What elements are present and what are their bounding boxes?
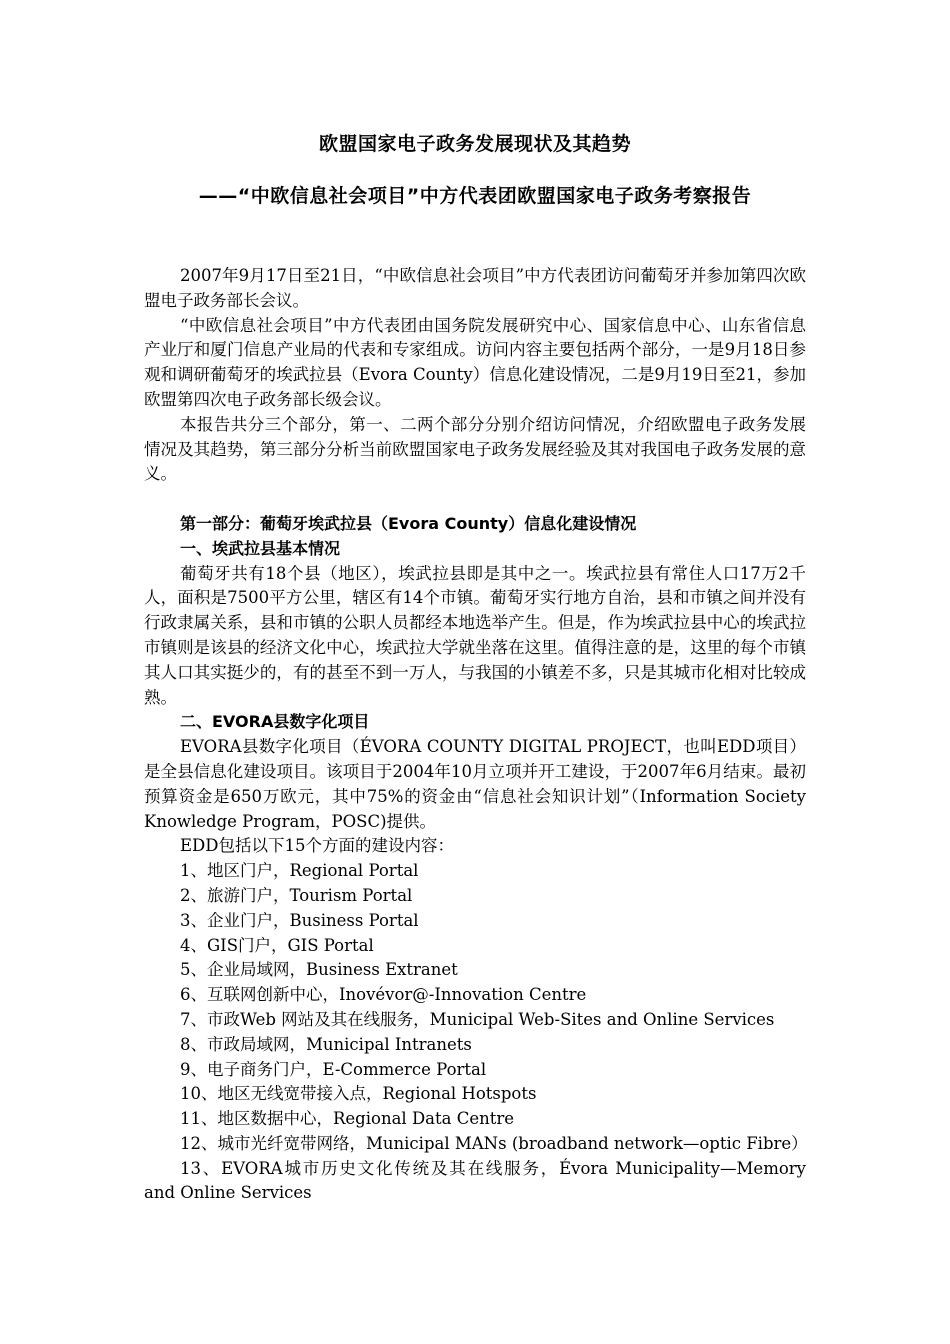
part1-heading: 第一部分：葡萄牙埃武拉县（Evora County）信息化建设情况: [180, 513, 637, 533]
list-item: 1、地区门户，Regional Portal: [180, 861, 419, 881]
document-subtitle: ——“中欧信息社会项目”中方代表团欧盟国家电子政务考察报告: [198, 185, 752, 207]
list-item: 2、旅游门户，Tourism Portal: [180, 885, 413, 905]
section1-paragraph: 葡萄牙共有18个县（地区），埃武拉县即是其中之一。埃武拉县有常住人口17万2千人，面积是7500平方公里，辖区有14个市镇。葡萄牙实行地方自治，县和市镇之间并没有行政隶属关系，县和市镇的公职人员都经本地选举产生。但是，作为埃武拉县中心的埃武拉市镇则是该县的经济文化中心，埃武拉大学就坐落在这里。值得注意的是，这里的每个市镇其人口其实挺少的，有的甚至不到一万人，与我国的小镇差不多，只是其城市化相对比较成熟。: [144, 563, 806, 707]
section1-heading: 一、埃武拉县基本情况: [180, 538, 341, 558]
list-item: 5、企业局域网，Business Extranet: [180, 960, 458, 980]
edd-item-list: [144, 859, 806, 1206]
list-item: 7、市政Web 网站及其在线服务，Municipal Web-Sites and Online Services: [180, 1009, 775, 1029]
list-item: 13、EVORA城市历史文化传统及其在线服务，Évora Municipality—Memory and Online Services: [144, 1158, 806, 1203]
intro-paragraph-1: 2007年9月17日至21日，“中欧信息社会项目”中方代表团访问葡萄牙并参加第四次欧盟电子政务部长会议。: [144, 266, 806, 310]
list-item: 3、企业门户，Business Portal: [180, 910, 419, 930]
document-body: [144, 264, 806, 1206]
section2-heading: 二、EVORA县数字化项目: [180, 712, 370, 732]
list-intro: EDD包括以下15个方面的建设内容：: [180, 836, 454, 856]
intro-paragraph-3: 本报告共分三个部分，第一、二两个部分分别介绍访问情况，介绍欧盟电子政务发展情况及其趋势，第三部分分析当前欧盟国家电子政务发展经验及其对我国电子政务发展的意义。: [144, 414, 806, 484]
list-item: 8、市政局域网，Municipal Intranets: [180, 1034, 472, 1054]
list-item: 9、电子商务门户，E-Commerce Portal: [180, 1059, 487, 1079]
list-item: 6、互联网创新中心，Inovévor@-Innovation Centre: [180, 985, 587, 1005]
list-item: 4、GIS门户，GIS Portal: [180, 935, 374, 955]
intro-paragraph-2: “中欧信息社会项目”中方代表团由国务院发展研究中心、国家信息中心、山东省信息产业厅和厦门信息产业局的代表和专家组成。访问内容主要包括两个部分，一是9月18日参观和调研葡萄牙的埃武拉县（Evora County）信息化建设情况，二是9月19日至21，参加欧盟第四次电子政务部长级会议。: [144, 315, 806, 409]
list-item: 11、地区数据中心，Regional Data Centre: [180, 1109, 515, 1129]
list-item: 10、地区无线宽带接入点，Regional Hotspots: [180, 1084, 537, 1104]
list-item: 12、城市光纤宽带网络，Municipal MANs (broadband network—optic Fibre）: [180, 1133, 808, 1153]
spacer: [144, 487, 806, 512]
document-title: 欧盟国家电子政务发展现状及其趋势: [318, 133, 631, 155]
section2-paragraph: EVORA县数字化项目（ÉVORA COUNTY DIGITAL PROJECT，也叫EDD项目）是全县信息化建设项目。该项目于2004年10月立项并开工建设，于2007年6月结束。最初预算资金是650万欧元，其中75%的资金由“信息社会知识计划”（Information Society Knowledge Program，POSC)提供。: [144, 737, 806, 831]
